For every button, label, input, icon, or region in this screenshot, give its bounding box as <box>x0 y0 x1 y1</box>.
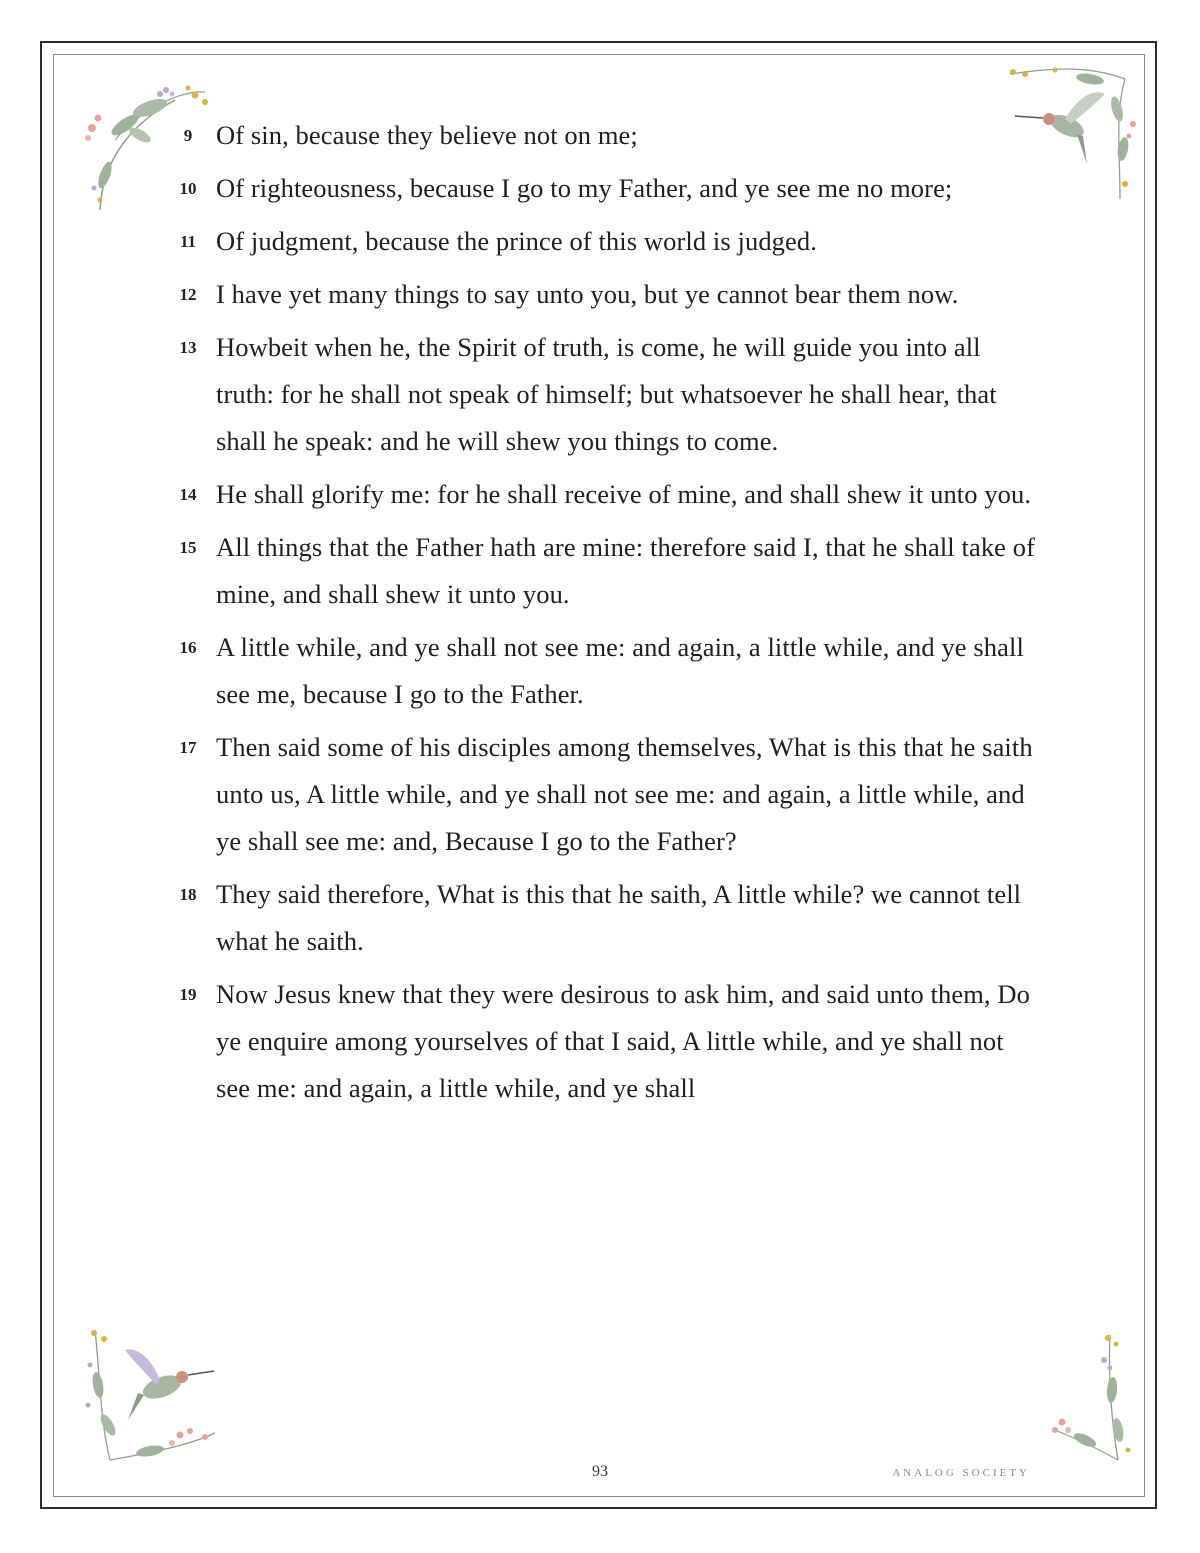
verse-14 <box>160 471 1040 518</box>
verse-19 <box>160 971 1040 1112</box>
verse-number: 19 <box>179 985 197 1004</box>
verse-text: Of judgment, because the prince of this world is judged. <box>216 226 817 256</box>
verse-13 <box>160 324 1040 465</box>
verse-number: 10 <box>179 179 197 198</box>
verse-9 <box>160 112 1040 159</box>
verse-number: 16 <box>179 638 197 657</box>
verse-10 <box>160 165 1040 212</box>
verse-text: Of righteousness, because I go to my Father, and ye see me no more; <box>216 173 953 203</box>
verse-text: Of sin, because they believe not on me; <box>216 120 638 150</box>
brand-name: ANALOG SOCIETY <box>892 1467 1030 1479</box>
verse-15 <box>160 524 1040 618</box>
verse-text: All things that the Father hath are mine: therefore said I, that he shall take of mine, and shall shew it unto you. <box>216 532 1036 609</box>
verse-text: He shall glorify me: for he shall receive of mine, and shall shew it unto you. <box>216 479 1032 509</box>
verse-12 <box>160 271 1040 318</box>
verse-number: 12 <box>179 285 197 304</box>
verse-text: Now Jesus knew that they were desirous to ask him, and said unto them, Do ye enquire among yourselves of that I said, A little while, and ye shall not see me: and again, a little while, and ye shall <box>216 979 1030 1103</box>
page-number: 93 <box>592 1463 608 1480</box>
verse-text: A little while, and ye shall not see me: and again, a little while, and ye shall see me, because I go to the Father. <box>216 632 1024 709</box>
floral-sprig-icon <box>1000 1330 1140 1470</box>
verse-18 <box>160 871 1040 965</box>
verse-number: 18 <box>179 885 197 904</box>
verse-11 <box>160 218 1040 265</box>
verse-text: I have yet many things to say unto you, but ye cannot bear them now. <box>216 279 959 309</box>
verse-number: 11 <box>179 232 197 251</box>
verse-number: 13 <box>179 338 197 357</box>
hummingbird-floral-icon <box>80 1325 220 1465</box>
verse-text: Then said some of his disciples among themselves, What is this that he saith unto us, A little while, and ye shall not see me: and again, a little while, and ye shall see me: and, Because I go to the Father? <box>216 732 1033 856</box>
verse-number: 17 <box>179 738 197 757</box>
verse-17 <box>160 724 1040 865</box>
verse-text: Howbeit when he, the Spirit of truth, is come, he will guide you into all truth: for he shall not speak of himself; but whatsoever he shall hear, that shall he speak: and he will shew you things to come. <box>216 332 997 456</box>
verse-list <box>160 112 1040 1118</box>
verse-number: 15 <box>179 538 197 557</box>
verse-number: 9 <box>183 126 193 145</box>
verse-16 <box>160 624 1040 718</box>
verse-text: They said therefore, What is this that he saith, A little while? we cannot tell what he saith. <box>216 879 1022 956</box>
verse-number: 14 <box>179 485 197 504</box>
